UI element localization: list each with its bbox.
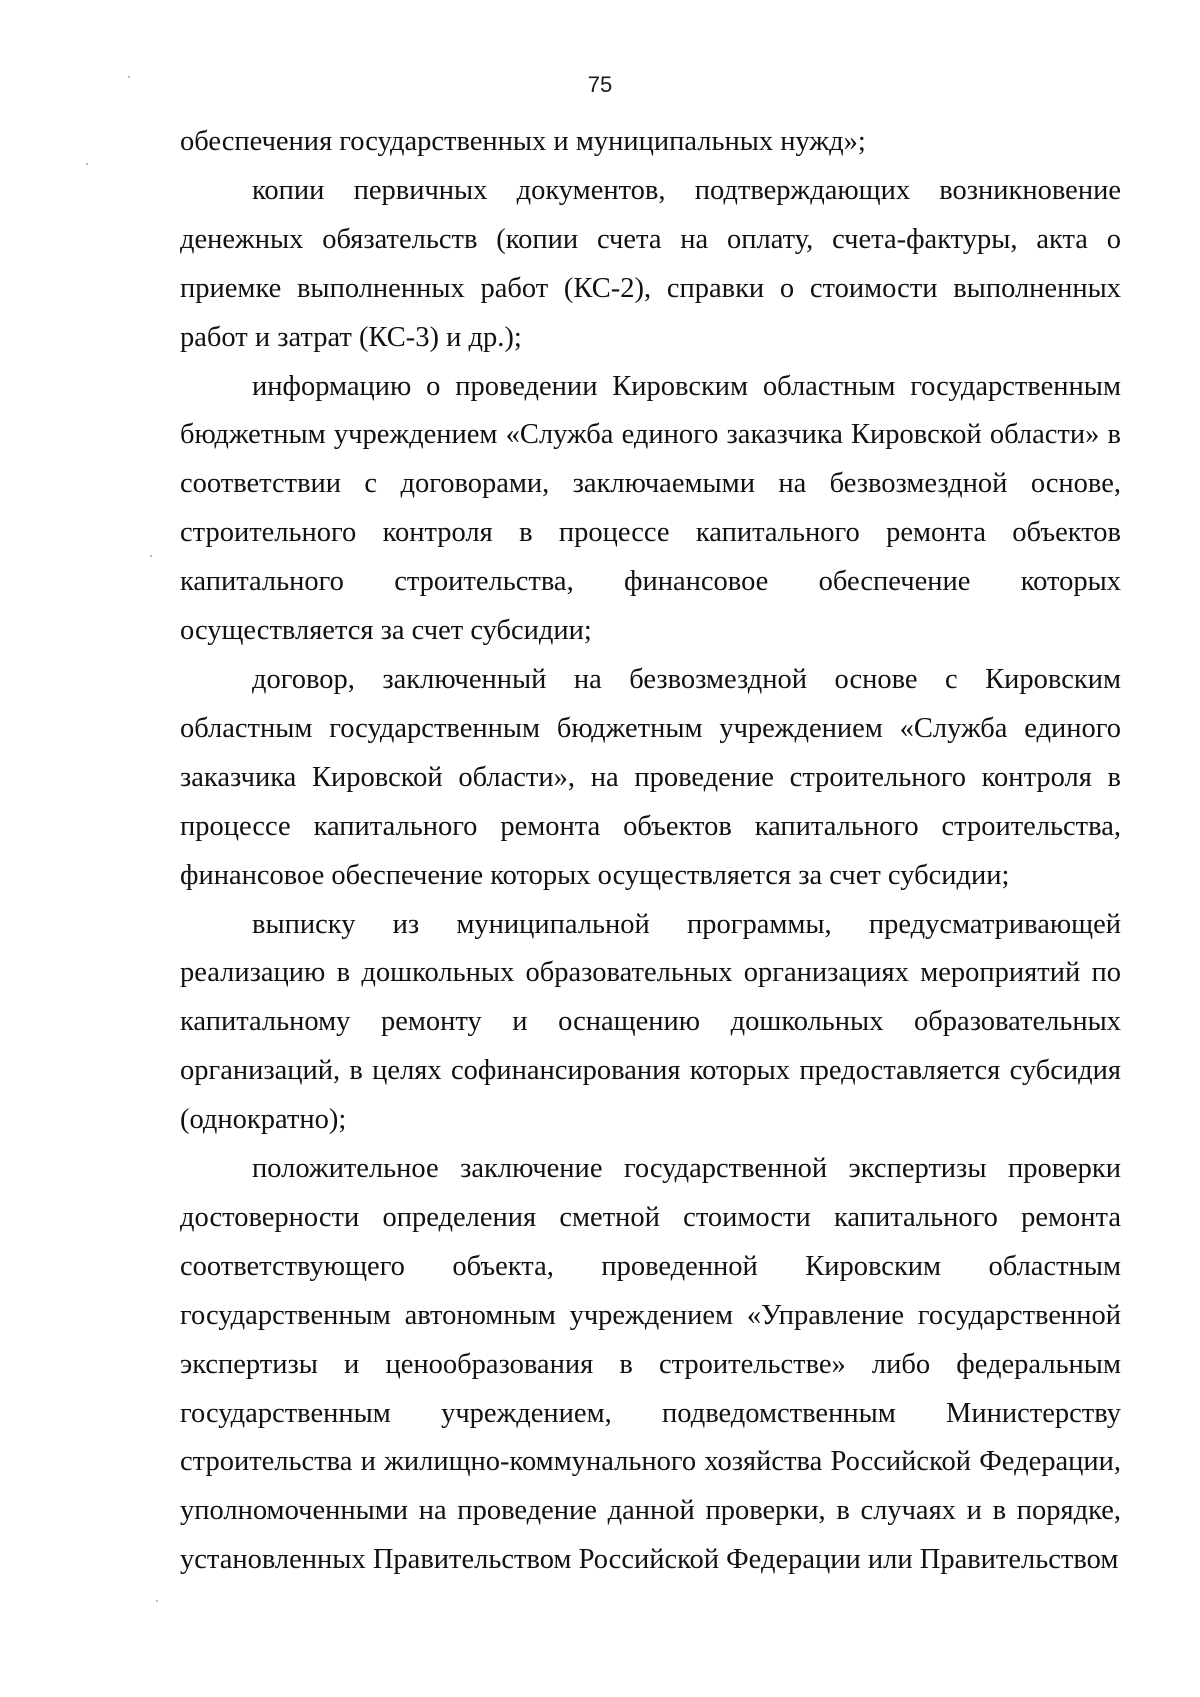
scan-speck: [156, 1600, 158, 1602]
scan-speck: [150, 555, 152, 557]
paragraph-primary-documents: копии первичных документов, подтверждающих возникновение денежных обязательств (копии счета на оплату, счета-фактуры, акта о приемке выполненных работ (КС-2), справки о стоимости выполненных работ и затрат (КС-3) и др.);: [180, 174, 1121, 353]
document-body: [180, 118, 1121, 1585]
paragraph-construction-control-info: информацию о проведении Кировским областным государственным бюджетным учреждением «Служба единого заказчика Кировской области» в соответствии с договорами, заключаемыми на безвозмездной основе, строительного контроля в процессе капитального ремонта объектов капитального строительства, финансовое обеспечение которых осуществляется за счет субсидии;: [180, 370, 1121, 647]
scan-speck: [86, 163, 88, 165]
page-number: 75: [587, 72, 613, 97]
paragraph-expert-conclusion: положительное заключение государственной экспертизы проверки достоверности определения сметной стоимости капитального ремонта соответствующего объекта, проведенной Кировским областным государственным автономным учреждением «Управление государственной экспертизы и ценообразования в строительстве» либо федеральным государственным учреждением, подведомственным Министерству строительства и жилищно-коммунального хозяйства Российской Федерации, уполномоченными на проведение данной проверки, в случаях и в порядке, установленных Правительством Российской Федерации или Правительством: [180, 1153, 1121, 1576]
paragraph-continuation: обеспечения государственных и муниципальных нужд»;: [180, 126, 866, 157]
paragraph-program-extract: выписку из муниципальной программы, предусматривающей реализацию в дошкольных образовательных организациях мероприятий по капитальному ремонту и оснащению дошкольных образовательных организаций, в целях софинансирования которых предоставляется субсидия (однократно);: [180, 908, 1121, 1136]
paragraph-free-contract: договор, заключенный на безвозмездной основе с Кировским областным государственным бюджетным учреждением «Служба единого заказчика Кировской области», на проведение строительного контроля в процессе капитального ремонта объектов капитального строительства, финансовое обеспечение которых осуществляется за счет субсидии;: [180, 663, 1121, 891]
scan-speck: [128, 76, 130, 78]
